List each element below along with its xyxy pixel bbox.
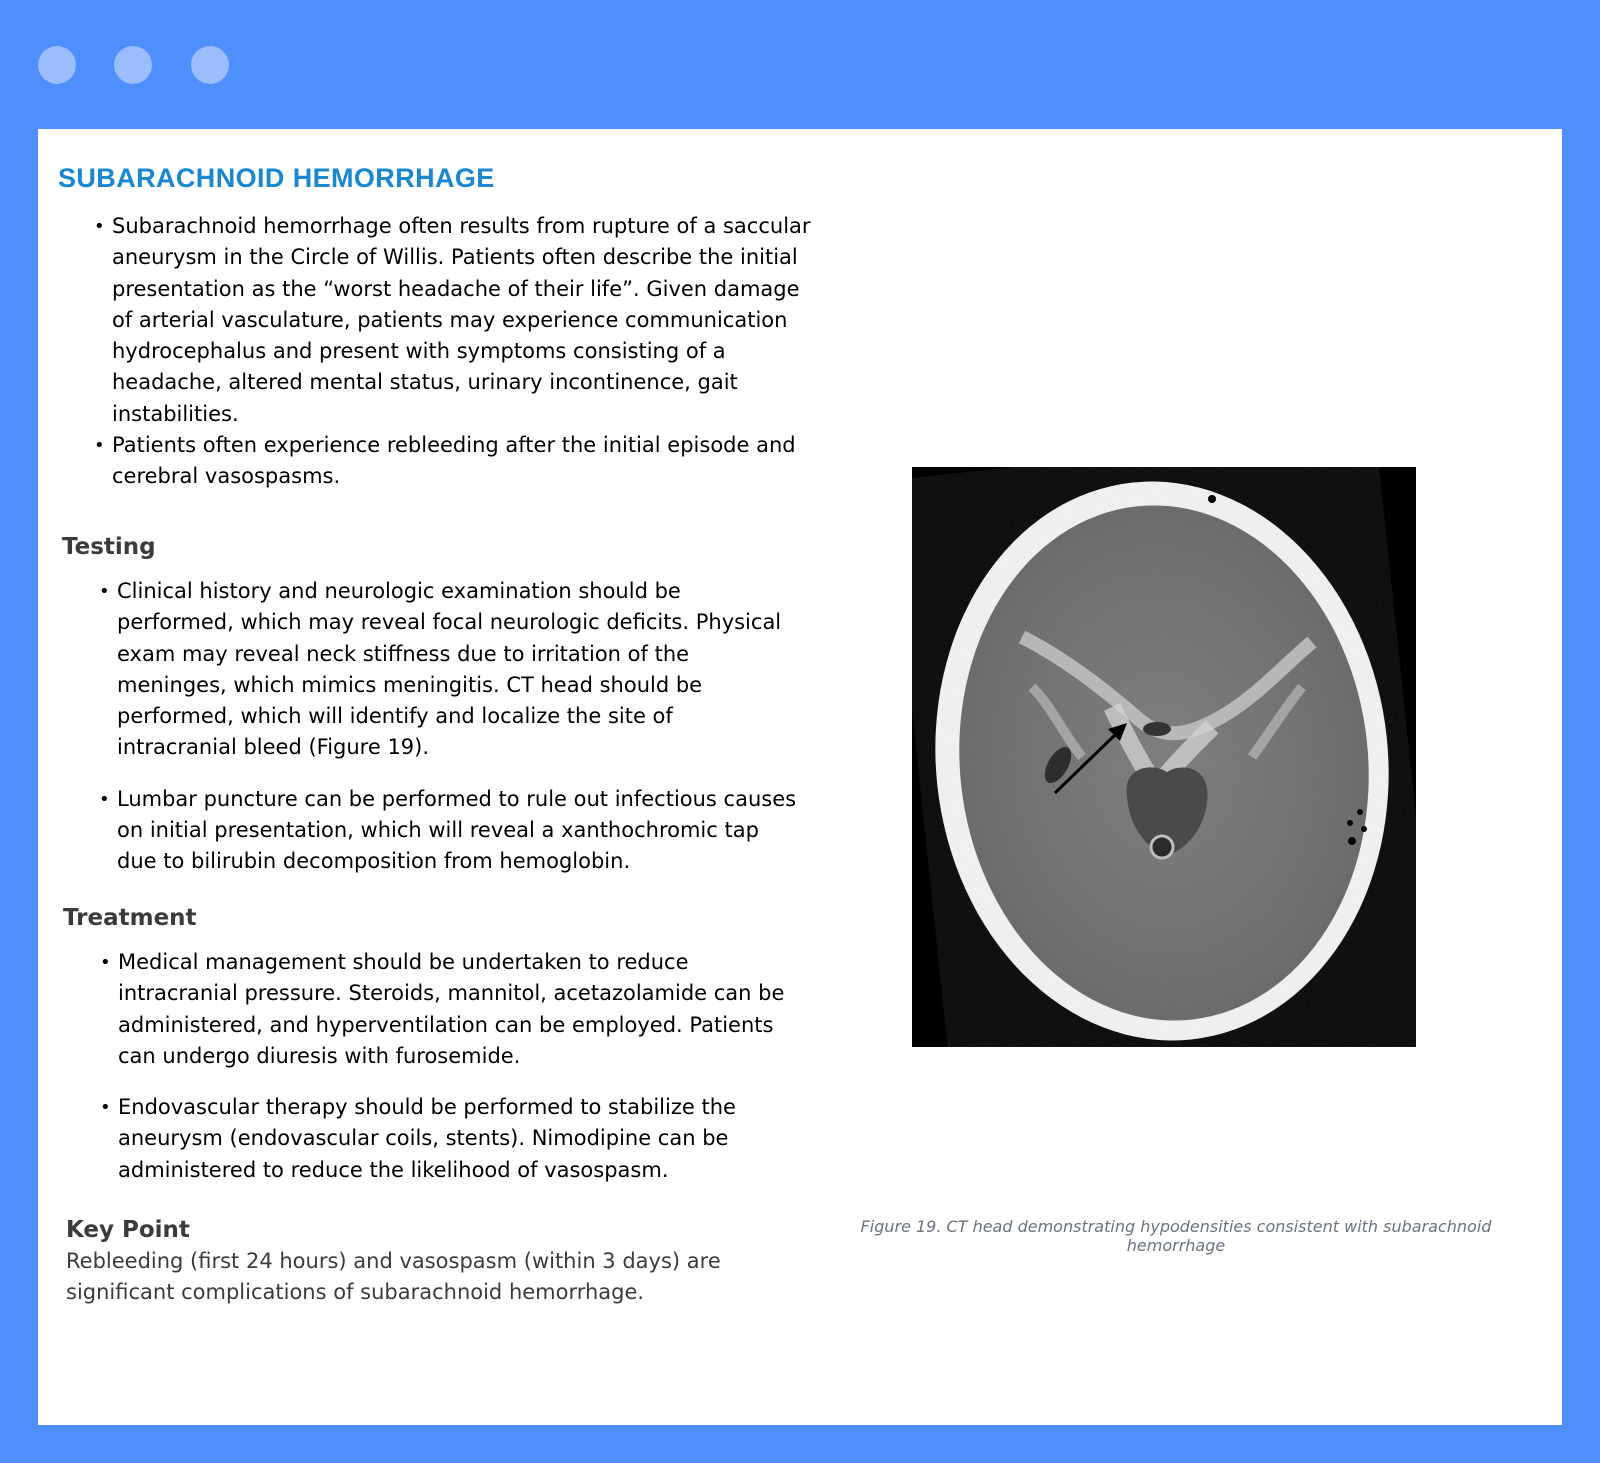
ct-scan-illustration: [912, 467, 1416, 1047]
list-item: • Clinical history and neurologic examination should be performed, which may reveal focal neurologic deficits. Physical exam may reveal neck stiffness due to irritation of the meninges, which mimics meningitis. CT head should be performed, which will identify and localize the site of intracranial bleed (Figure 19).: [99, 576, 799, 764]
list-item: • Medical management should be undertaken to reduce intracranial pressure. Steroids, mannitol, acetazolamide can be administered, and hyperventilation can be employed. Patients can undergo diuresis with furosemide.: [100, 947, 810, 1072]
treatment-list: [100, 947, 810, 1186]
list-item: • Lumbar puncture can be performed to rule out infectious causes on initial presentation, which will reveal a xanthochromic tap due to bilirubin decomposition from hemoglobin.: [99, 784, 799, 878]
list-item: • Endovascular therapy should be performed to stabilize the aneurysm (endovascular coils, stents). Nimodipine can be administered to reduce the likelihood of vasospasm.: [100, 1092, 810, 1186]
key-point-heading: Key Point: [66, 1217, 190, 1243]
content-page: [38, 129, 1562, 1425]
ct-head-image: [912, 467, 1416, 1047]
testing-list: [99, 576, 799, 878]
intro-list: [94, 211, 814, 493]
figure-caption: Figure 19. CT head demonstrating hypodensities consistent with subarachnoid hemorrhage: [860, 1217, 1492, 1255]
list-item: • Patients often experience rebleeding after the initial episode and cerebral vasospasms.: [94, 430, 814, 493]
key-point-text: Rebleeding (first 24 hours) and vasospasm (within 3 days) are significant complications of subarachnoid hemorrhage.: [66, 1249, 721, 1305]
window-close-dot[interactable]: [38, 46, 76, 84]
page-title: SUBARACHNOID HEMORRHAGE: [58, 163, 495, 193]
testing-heading: Testing: [62, 534, 156, 560]
treatment-heading: Treatment: [63, 905, 197, 931]
window-minimize-dot[interactable]: [114, 46, 152, 84]
list-item: • Subarachnoid hemorrhage often results from rupture of a saccular aneurysm in the Circle of Willis. Patients often describe the initial presentation as the “worst headache of their life”. Given damage of arterial vasculature, patients may experience communication hydrocephalus and present with symptoms consisting of a headache, altered mental status, urinary incontinence, gait instabilities.: [94, 211, 814, 430]
window-maximize-dot[interactable]: [191, 46, 229, 84]
